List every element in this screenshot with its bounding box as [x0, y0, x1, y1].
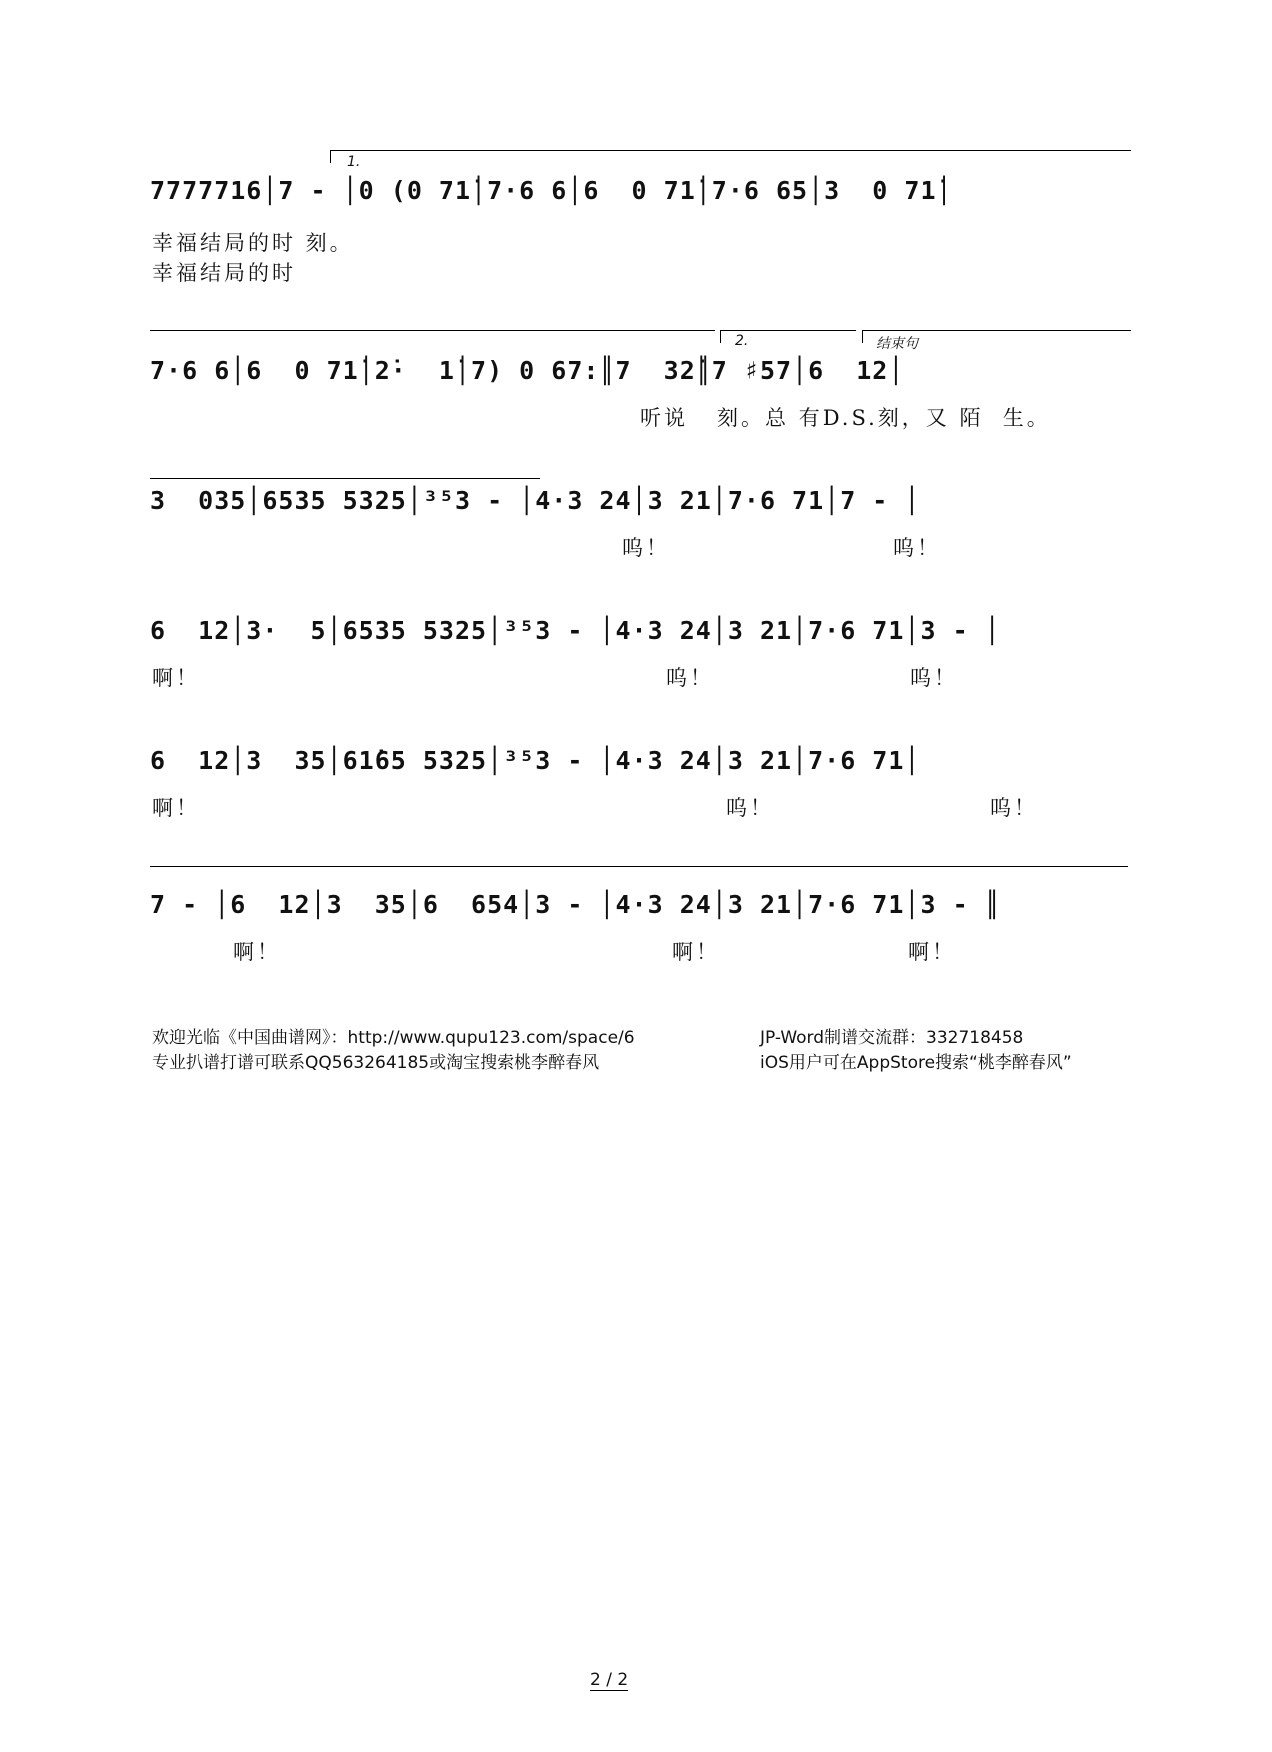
footer-contact-line: 专业扒谱打谱可联系QQ563264185或淘宝搜索桃李醉春风 — [152, 1053, 600, 1073]
lyric-row-5-c: 呜！ — [990, 796, 1038, 820]
notes-row-3: 3 035│6535 5325│³⁵3 - │4·3 24│3 21│7·6 71│7 - │ — [150, 486, 921, 515]
row-2-topline — [150, 330, 715, 331]
lyric-row-4-c: 呜！ — [910, 666, 958, 690]
notes-row-5: 6 12│3 35│61̇65 5325│³⁵3 - │4·3 24│3 21│7·6 71│ — [150, 746, 921, 775]
page-number — [590, 1670, 628, 1690]
lyric-row-3-a: 呜！ — [622, 536, 670, 560]
notes-row-2: 7·6 6│6 0 71̇│2̇· 1̇│7) 0 67:║7 32̇║7 ♯57│6 12│ — [150, 356, 905, 385]
lyric-row-4-b: 呜！ — [666, 666, 714, 690]
notes-row-1: 7777716│7 - │0 (0 71̇│7·6 6│6 0 71̇│7·6 65│3 0 71̇│ — [150, 176, 953, 205]
row-6-topline — [150, 866, 1128, 867]
lyric-row-6-b: 啊！ — [672, 940, 720, 964]
notes-row-4: 6 12│3· 5│6535 5325│³⁵3 - │4·3 24│3 21│7·6 71│3 - │ — [150, 616, 1001, 645]
lyric-row-5-a: 啊！ — [152, 796, 200, 820]
ending-label-2: 2. — [735, 333, 749, 349]
footer-appstore-line: iOS用户可在AppStore搜索“桃李醉春风” — [760, 1053, 1072, 1073]
lyric-row-1-verse-1: 幸福结局的时 刻。 — [152, 231, 354, 255]
lyric-row-4-a: 啊！ — [152, 666, 200, 690]
ending-bracket-1 — [330, 150, 1131, 163]
footer-qq-group: JP-Word制谱交流群：332718458 — [760, 1028, 1024, 1048]
lyric-row-3-b: 呜！ — [893, 536, 941, 560]
lyric-row-2: 听说 刻。总 有D.S.刻，又 陌 生。 — [640, 406, 1051, 430]
page-number-text: 2 / 2 — [590, 1670, 629, 1690]
ending-label-1: 1. — [347, 154, 361, 170]
lyric-row-1-verse-2: 幸福结局的时 — [152, 261, 296, 285]
lyric-row-6-a: 啊！ — [233, 940, 281, 964]
lyric-row-5-b: 呜！ — [726, 796, 774, 820]
notes-row-6: 7 - │6 12│3 35│6 654│3 - │4·3 24│3 21│7·6 71│3 - ║ — [150, 890, 1001, 919]
row-3-topline — [150, 478, 540, 479]
coda-label: 结束句 — [876, 336, 918, 352]
lyric-row-6-c: 啊！ — [908, 940, 956, 964]
footer-website-line: 欢迎光临《中国曲谱网》：http://www.qupu123.com/space/6 — [152, 1028, 635, 1048]
